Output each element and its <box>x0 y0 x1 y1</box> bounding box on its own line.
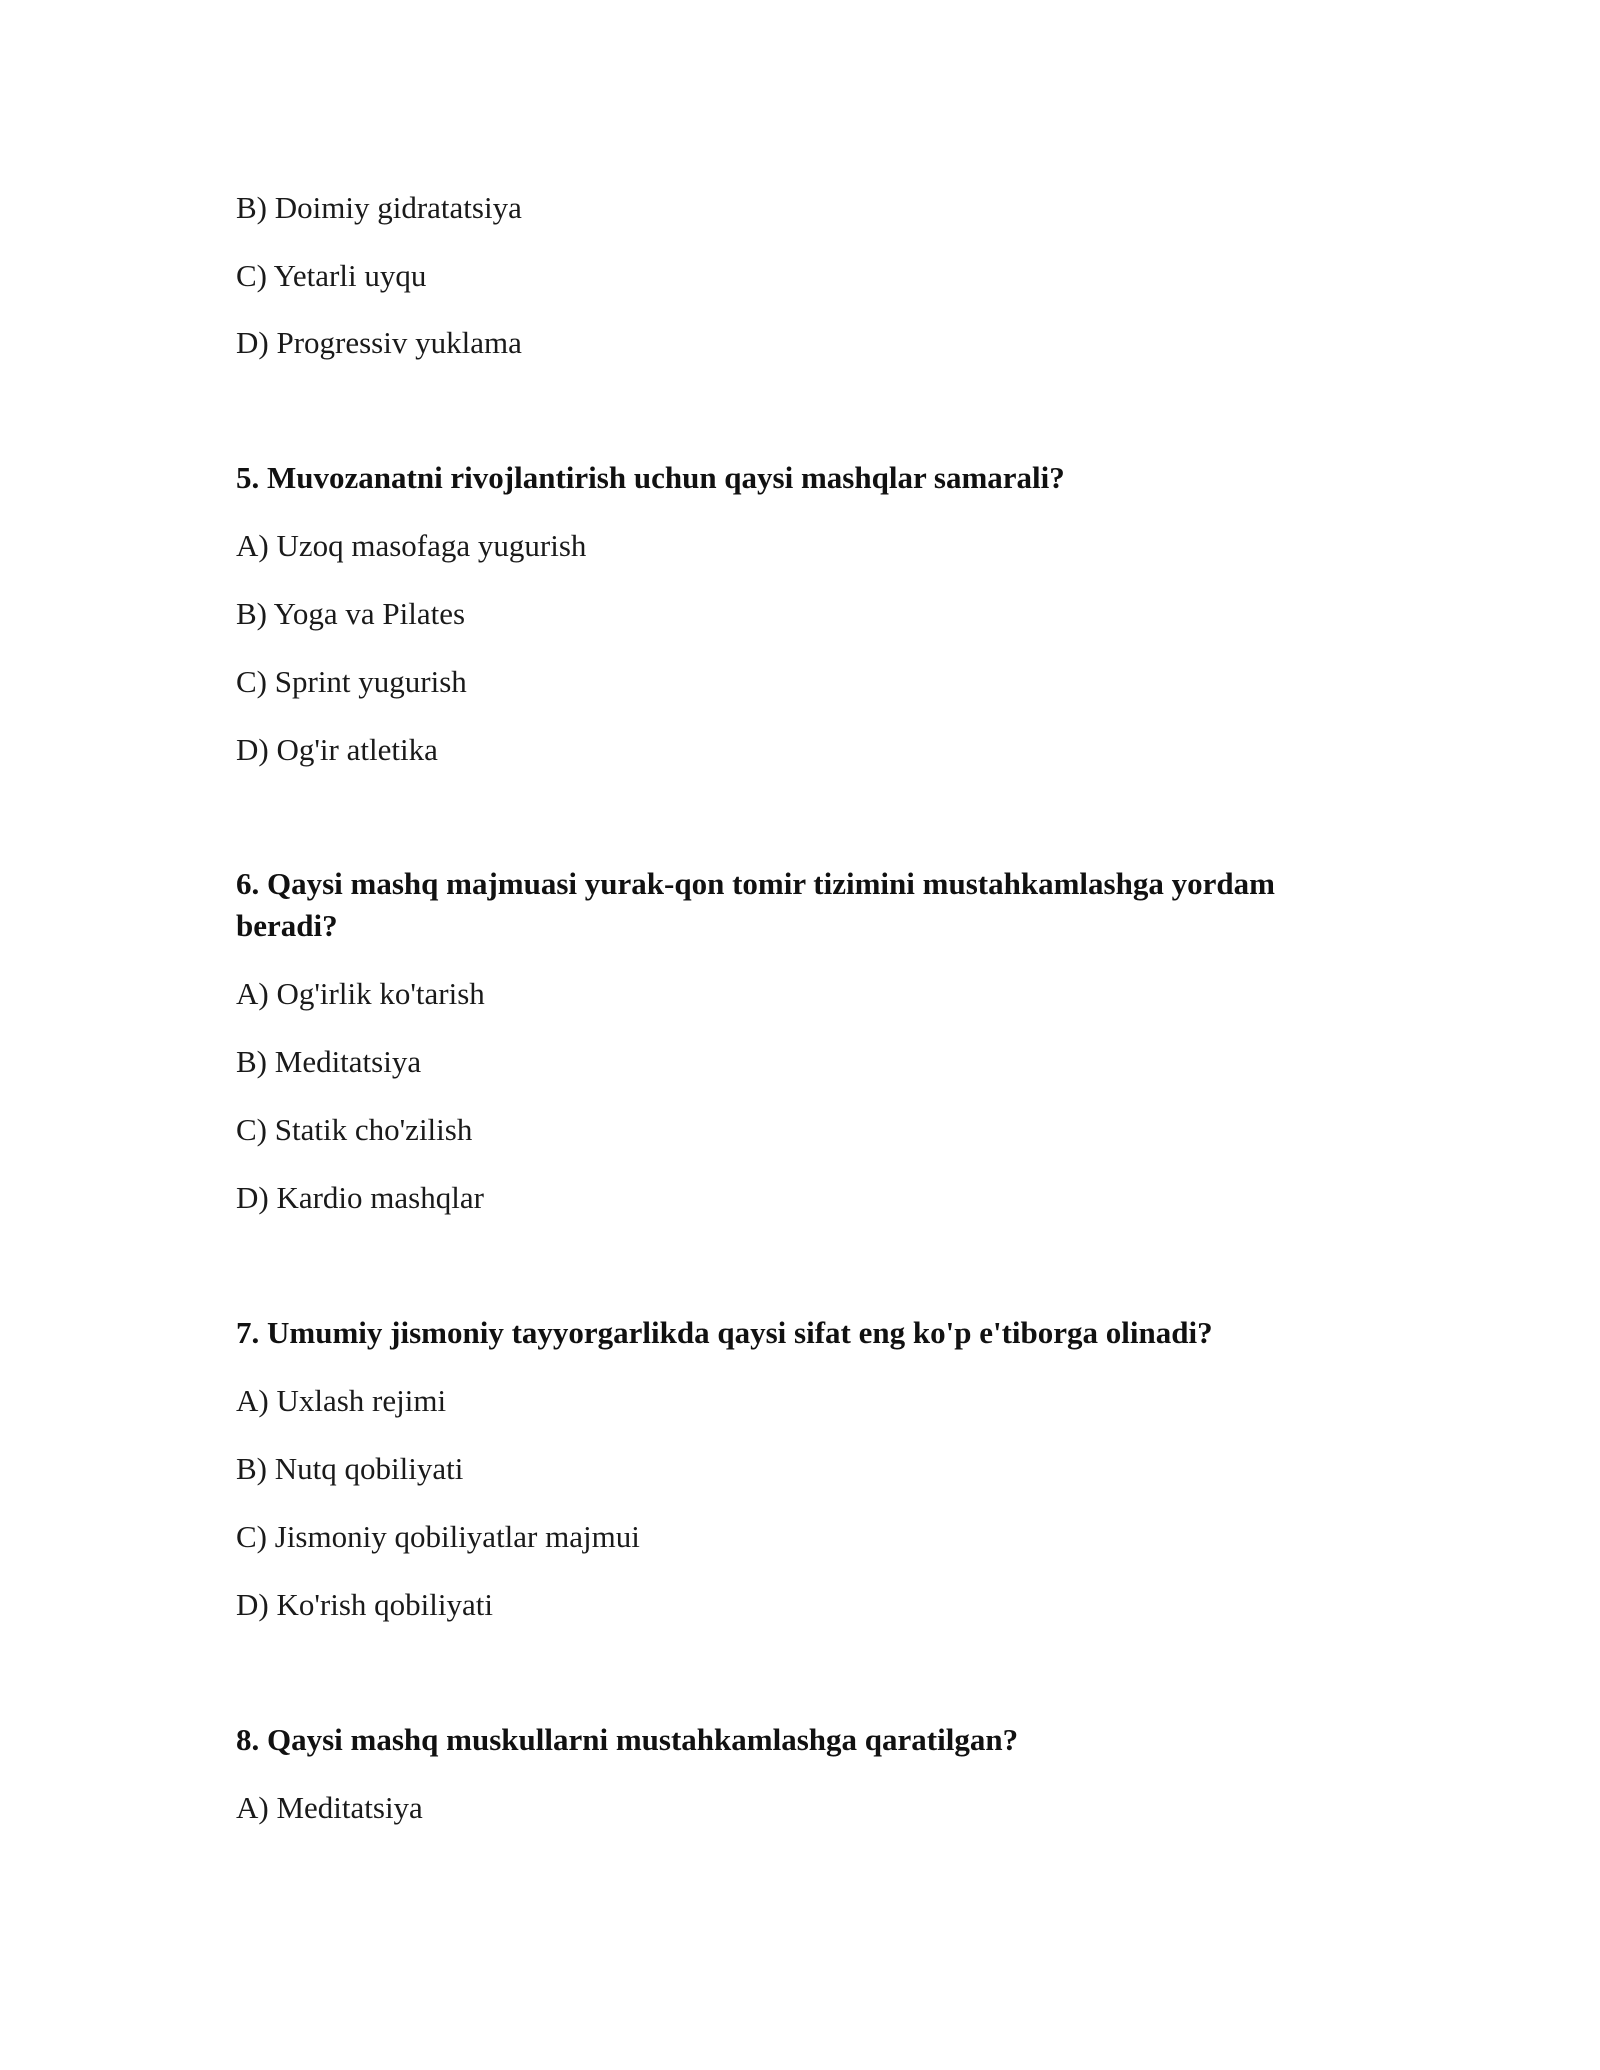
option-4d: D) Progressiv yuklama <box>236 325 522 360</box>
question-7: 7. Umumiy jismoniy tayyorgarlikda qaysi sifat eng ko'p e'tiborga olinadi? <box>236 1315 1213 1350</box>
option-5c: C) Sprint yugurish <box>236 664 467 699</box>
option-6c: C) Statik cho'zilish <box>236 1112 473 1147</box>
option-7a: A) Uxlash rejimi <box>236 1383 447 1418</box>
option-7b: B) Nutq qobiliyati <box>236 1451 464 1486</box>
option-5a: A) Uzoq masofaga yugurish <box>236 528 587 563</box>
option-7c: C) Jismoniy qobiliyatlar majmui <box>236 1519 640 1554</box>
option-6a: A) Og'irlik ko'tarish <box>236 976 485 1011</box>
option-5d: D) Og'ir atletika <box>236 732 438 767</box>
option-5b: B) Yoga va Pilates <box>236 596 466 631</box>
option-4c: C) Yetarli uyqu <box>236 258 427 293</box>
question-6-line-1: 6. Qaysi mashq majmuasi yurak-qon tomir tizimini mustahkamlashga yordam <box>236 866 1275 901</box>
option-7d: D) Ko'rish qobiliyati <box>236 1587 494 1622</box>
option-8a: A) Meditatsiya <box>236 1790 423 1825</box>
question-8: 8. Qaysi mashq muskullarni mustahkamlashga qaratilgan? <box>236 1722 1019 1757</box>
option-6b: B) Meditatsiya <box>236 1044 422 1079</box>
option-4b: B) Doimiy gidratatsiya <box>236 190 522 225</box>
question-5: 5. Muvozanatni rivojlantirish uchun qaysi mashqlar samarali? <box>236 460 1065 495</box>
question-6-line-2: beradi? <box>236 908 338 943</box>
option-6d: D) Kardio mashqlar <box>236 1180 484 1215</box>
